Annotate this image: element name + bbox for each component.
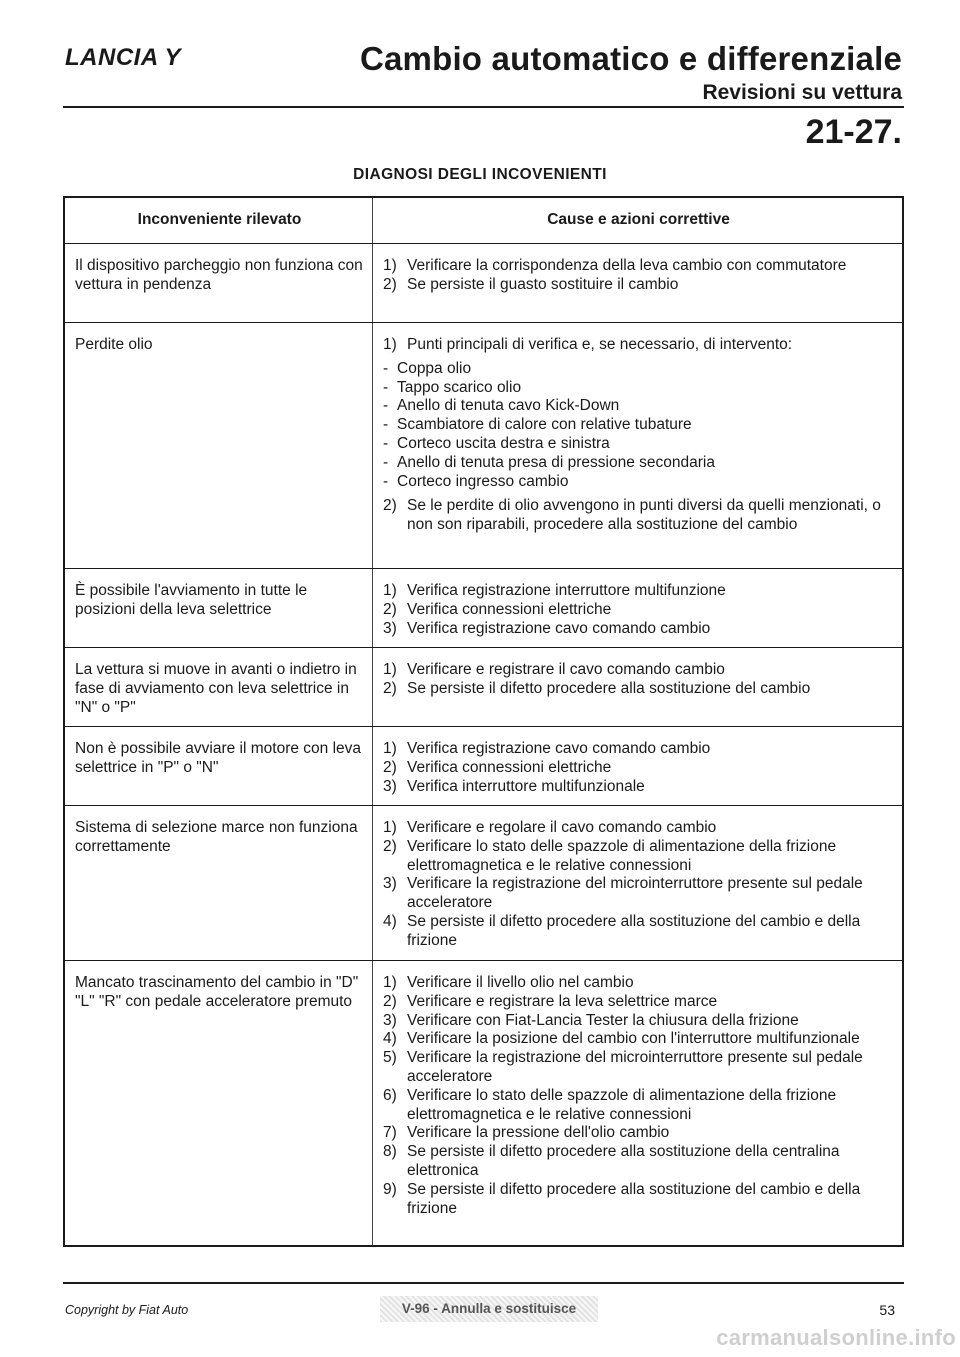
issue-text: Perdite olio <box>75 336 153 353</box>
check-points-list <box>383 360 894 492</box>
action-steps <box>383 819 894 951</box>
action-step: 3) Verifica interruttore multifunzionale <box>383 777 645 795</box>
action-steps <box>383 974 894 1218</box>
section-heading: DIAGNOSI DEGLI INCOVENIENTI <box>353 166 607 183</box>
header-divider <box>63 106 904 108</box>
action-step: 2) Verificare e registrare la leva selettrice marce <box>383 992 718 1010</box>
column-header-actions: Cause e azioni correttive <box>547 211 730 228</box>
action-step: 2) Se persiste il difetto procedere alla sostituzione del cambio <box>383 679 811 697</box>
check-point: - Anello di tenuta presa di pressione secondaria <box>383 453 715 471</box>
issue-text: Mancato trascinamento del cambio in "D" "L" "R" con pedale acceleratore premuto <box>75 974 359 1010</box>
action-step: 3) Verificare con Fiat-Lancia Tester la chiusura della frizione <box>383 1011 799 1029</box>
issue-text: Non è possibile avviare il motore con leva selettrice in "P" o "N" <box>75 740 362 776</box>
revision-stamp: V-96 - Annulla e sostituisce <box>380 1296 598 1322</box>
action-step: 1) Verificare e regolare il cavo comando cambio <box>383 819 717 836</box>
action-step: 4) Verificare la posizione del cambio con l'interruttore multifunzionale <box>383 1030 860 1048</box>
table-row <box>65 805 902 960</box>
action-step: 1) Verificare e registrare il cavo comando cambio <box>383 661 725 678</box>
action-step: 4) Se persiste il difetto procedere alla sostituzione del cambio e della frizione <box>383 912 861 949</box>
table-row <box>65 243 902 322</box>
check-point: - Corteco ingresso cambio <box>383 472 569 490</box>
action-step: 1) Verificare la corrispondenza della leva cambio con commutatore <box>383 257 847 274</box>
action-step: 1) Verifica registrazione interruttore multifunzione <box>383 582 726 599</box>
section-number: 21-27. <box>805 113 902 151</box>
action-step: 9) Se persiste il difetto procedere alla sostituzione del cambio e della frizione <box>383 1180 861 1217</box>
check-point: - Tappo scarico olio <box>383 378 522 396</box>
action-steps <box>383 661 894 699</box>
footer-divider <box>63 1282 904 1284</box>
action-step: 6) Verificare lo stato delle spazzole di alimentazione della frizione elettromagnetica e le relative connessioni <box>383 1086 837 1123</box>
site-watermark: carmanualsonline.info <box>716 1325 956 1350</box>
action-step: 5) Verificare la registrazione del microinterruttore presente sul pedale acceleratore <box>383 1049 863 1085</box>
table-header-row <box>65 198 902 243</box>
column-header-issue: Inconveniente rilevato <box>65 198 373 243</box>
action-step: 2) Verifica connessioni elettriche <box>383 600 612 618</box>
check-point: - Anello di tenuta cavo Kick-Down <box>383 397 620 415</box>
action-step: 2) Verifica connessioni elettriche <box>383 758 612 776</box>
brand-title: LANCIA Y <box>65 44 182 71</box>
document-subtitle: Revisioni su vettura <box>702 81 902 104</box>
action-step: 3) Verificare la registrazione del microinterruttore presente sul pedale acceleratore <box>383 875 863 912</box>
check-point: - Scambiatore di calore con relative tubature <box>383 416 692 434</box>
issue-text: Sistema di selezione marce non funziona correttamente <box>75 819 358 855</box>
action-steps <box>383 257 894 295</box>
action-step: 1) Verificare il livello olio nel cambio <box>383 974 634 991</box>
issue-text: È possibile l'avviamento in tutte le posizioni della leva selettrice <box>75 582 308 618</box>
table-row <box>65 322 902 568</box>
page-number: 53 <box>879 1302 895 1318</box>
table-row <box>65 726 902 805</box>
action-step: 8) Se persiste il difetto procedere alla sostituzione della centralina elettronica <box>383 1143 840 1179</box>
table-row <box>65 568 902 647</box>
action-step: 2) Se le perdite di olio avvengono in punti diversi da quelli menzionati, o non son riparabili, procedere alla sostituzione del cambio <box>383 497 881 534</box>
document-title: Cambio automatico e differenziale <box>359 40 902 77</box>
action-steps <box>383 740 894 796</box>
copyright-notice: Copyright by Fiat Auto <box>65 1303 189 1317</box>
action-step: 1) Verifica registrazione cavo comando cambio <box>383 740 711 757</box>
check-point: - Corteco uscita destra e sinistra <box>383 434 610 452</box>
action-step: 2) Verificare lo stato delle spazzole di alimentazione della frizione elettromagnetica e le relative connessioni <box>383 837 837 874</box>
table-row <box>65 647 902 726</box>
check-point: - Coppa olio <box>383 359 472 377</box>
diagnosis-table <box>63 196 904 1247</box>
action-step: 7) Verificare la pressione dell'olio cambio <box>383 1124 670 1142</box>
issue-text: La vettura si muove in avanti o indietro in fase di avviamento con leva selettrice in "N" o "P" <box>75 661 357 716</box>
action-step: 1) Punti principali di verifica e, se necessario, di intervento: <box>383 336 793 353</box>
issue-text: Il dispositivo parcheggio non funziona con vettura in pendenza <box>75 257 363 293</box>
action-steps <box>383 582 894 638</box>
action-step: 2) Se persiste il guasto sostituire il cambio <box>383 275 679 293</box>
table-row <box>65 960 902 1245</box>
action-step: 3) Verifica registrazione cavo comando cambio <box>383 619 711 637</box>
